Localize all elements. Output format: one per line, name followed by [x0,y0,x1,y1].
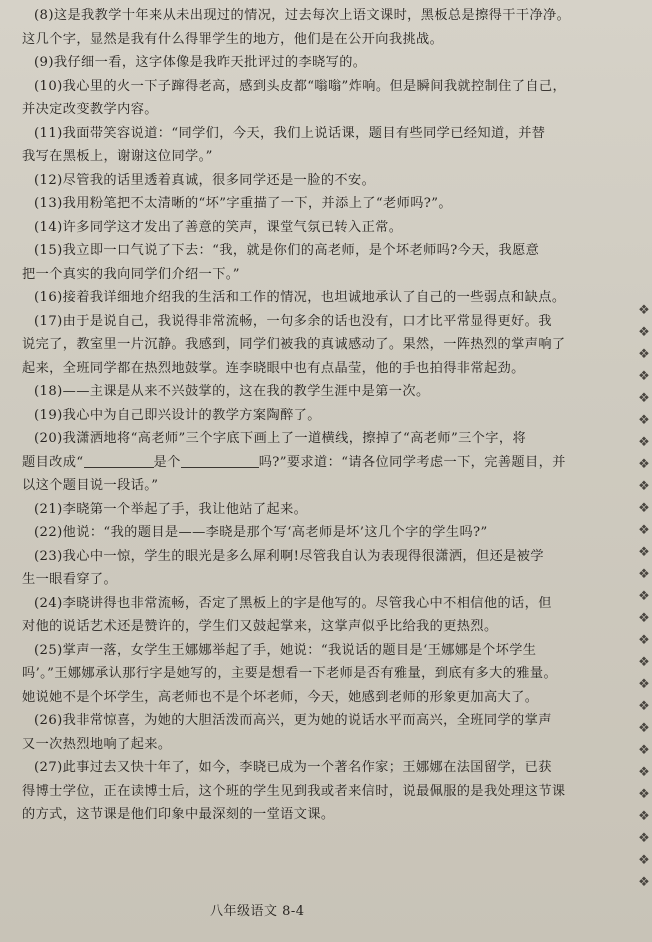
p20-text-mid: 是个 [153,454,181,470]
border-ornament-icon: ❖ [638,809,650,824]
paragraph-18: (18)——主课是从来不兴鼓掌的，这在我的教学生涯中是第一次。 [34,384,430,399]
answer-blank-2[interactable] [181,453,259,468]
paragraph-20-line-1: (20)我潇洒地将“高老师”三个字底下画上了一道横线，擦掉了“高老师”三个字，将 [34,431,527,446]
page-footer: 八年级语文 8-4 [210,904,305,919]
paragraph-24-line-2: 对他的说话艺术还是赞许的，学生们又鼓起掌来，这掌声似乎比给我的更热烈。 [22,619,498,634]
border-ornament-icon: ❖ [638,303,650,318]
border-ornament-icon: ❖ [638,611,650,626]
paragraph-20-line-2 [22,451,622,475]
paragraph-16: (16)接着我详细地介绍我的生活和工作的情况，也坦诚地承认了自己的一些弱点和缺点。 [34,290,566,305]
paragraph-15-line-1: (15)我立即一口气说了下去：“我，就是你们的高老师，是个坏老师吗?今天，我愿意 [34,243,540,258]
border-ornament-icon: ❖ [638,391,650,406]
border-ornament-icon: ❖ [638,457,650,472]
paragraph-26-line-2: 又一次热烈地响了起来。 [22,736,172,752]
paragraph-23-line-1: (23)我心中一惊，学生的眼光是多么犀利啊!尽管我自认为表现得很潇洒，但还是被学 [34,548,544,564]
border-ornament-icon: ❖ [638,655,650,670]
border-ornament-icon: ❖ [638,831,650,846]
paragraph-14: (14)许多同学这才发出了善意的笑声，课堂气氛已转入正常。 [34,219,403,235]
border-ornament-icon: ❖ [638,787,650,802]
paragraph-25-line-3: 她说她不是个坏学生，高老师也不是个坏老师，今天，她感到老师的形象更加高大了。 [22,689,539,705]
paragraph-25-line-2: 吗’。”王娜娜承认那行字是她写的，主要是想看一下老师是否有雅量，到底有多大的雅量。 [22,666,558,681]
border-ornament-icon: ❖ [638,721,650,736]
border-ornament-icon: ❖ [638,435,650,450]
border-ornament-icon: ❖ [638,875,650,890]
border-ornament-icon: ❖ [638,567,650,582]
paragraph-9: (9)我仔细一看，这字体像是我昨天批评过的李晓写的。 [34,55,367,70]
border-ornament-icon: ❖ [638,479,650,494]
border-ornament-icon: ❖ [638,369,650,384]
paragraph-10-line-2: 并决定改变教学内容。 [22,102,158,117]
paragraph-27-line-1: (27)此事过去又快十年了，如今，李晓已成为一个著名作家；王娜娜在法国留学，已获 [34,760,552,775]
p20-text-end: 吗?”要求道：“请各位同学考虑一下，完善题目，并 [258,454,566,470]
paragraph-25-line-1: (25)掌声一落，女学生王娜娜举起了手，她说：“我说话的题目是‘王娜娜是个坏学生 [34,642,537,658]
paragraph-23-line-2: 生一眼看穿了。 [22,572,118,587]
paragraph-17-line-2: 说完了，教室里一片沉静。我感到，同学们被我的真诚感动了。果然，一阵热烈的掌声响了 [22,337,566,352]
paragraph-21: (21)李晓第一个举起了手，我让他站了起来。 [34,501,308,517]
border-ornament-icon: ❖ [638,699,650,714]
answer-blank-1[interactable] [84,453,154,468]
border-ornament-icon: ❖ [638,523,650,538]
border-ornament-icon: ❖ [638,589,650,604]
paragraph-10-line-1: (10)我心里的火一下子蹿得老高，感到头皮都“嗡嗡”炸响。但是瞬间我就控制住了自己， [34,78,567,94]
paragraph-17-line-1: (17)由于是说自己，我说得非常流畅，一句多余的话也没有，口才比平常显得更好。我 [34,313,552,329]
border-ornament-icon: ❖ [638,677,650,692]
paragraph-22: (22)他说：“我的题目是——李晓是那个写‘高老师是坏’这几个字的学生吗?” [34,525,488,540]
passage-text [22,4,622,827]
paragraph-12: (12)尽管我的话里透着真诚，很多同学还是一脸的不安。 [34,172,376,188]
decorative-border [636,300,652,900]
paragraph-27-line-2: 得博士学位，正在读博士后，这个班的学生见到我或者来信时，说最佩服的是我处理这节课 [22,783,566,799]
paragraph-13: (13)我用粉笔把不太清晰的“坏”字重描了一下，并添上了“老师吗?”。 [34,196,452,211]
paragraph-11-line-2: 我写在黑板上，谢谢这位同学。” [22,149,213,164]
paragraph-19: (19)我心中为自己即兴设计的教学方案陶醉了。 [34,407,321,423]
paragraph-17-line-3: 起来，全班同学都在热烈地鼓掌。连李晓眼中也有点晶莹，他的手也拍得非常起劲。 [22,360,525,376]
border-ornament-icon: ❖ [638,545,650,560]
border-ornament-icon: ❖ [638,347,650,362]
paragraph-15-line-2: 把一个真实的我向同学们介绍一下。” [22,266,240,282]
paragraph-11-line-1: (11)我面带笑容说道：“同学们，今天，我们上说话课，题目有些同学已经知道，并替 [34,125,546,141]
p20-text-start: 题目改成“ [22,454,84,470]
border-ornament-icon: ❖ [638,413,650,428]
paragraph-27-line-3: 的方式，这节课是他们印象中最深刻的一堂语文课。 [22,807,335,822]
paragraph-8-line-1: (8)这是我教学十年来从未出现过的情况，过去每次上语文课时，黑板总是擦得干干净净。 [34,8,571,23]
border-ornament-icon: ❖ [638,743,650,758]
paragraph-8-line-2: 这几个字，显然是我有什么得罪学生的地方，他们是在公开向我挑战。 [22,31,444,47]
paragraph-26-line-1: (26)我非常惊喜，为她的大胆活泼而高兴，更为她的说话水平而高兴，全班同学的掌声 [34,713,552,728]
paragraph-20-line-3: 以这个题目说一段话。” [22,478,159,493]
paragraph-24-line-1: (24)李晓讲得也非常流畅，否定了黑板上的字是他写的。尽管我心中不相信他的话，但 [34,595,552,611]
border-ornament-icon: ❖ [638,633,650,648]
border-ornament-icon: ❖ [638,765,650,780]
border-ornament-icon: ❖ [638,501,650,516]
border-ornament-icon: ❖ [638,853,650,868]
border-ornament-icon: ❖ [638,325,650,340]
